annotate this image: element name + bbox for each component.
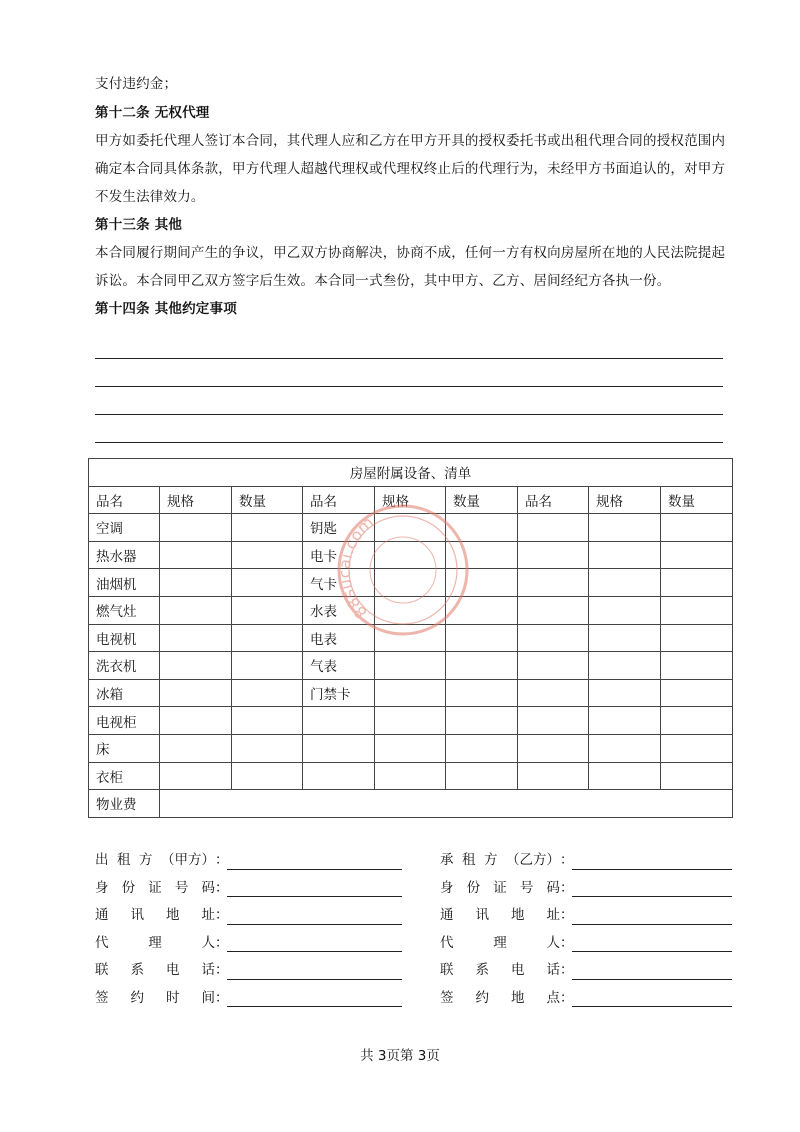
blank-cell[interactable]: [232, 541, 303, 569]
signature-colon: ：: [560, 852, 574, 868]
signature-row: [95, 875, 402, 903]
item-name-cell: 热水器: [89, 541, 160, 569]
item-name-cell: 电表: [303, 624, 375, 652]
blank-cell[interactable]: [375, 707, 446, 735]
table-row: [89, 762, 733, 790]
signature-row: [95, 930, 402, 958]
blank-cell[interactable]: [518, 734, 589, 762]
blank-cell[interactable]: [446, 707, 518, 735]
blank-cell[interactable]: [375, 679, 446, 707]
blank-cell[interactable]: [589, 762, 661, 790]
blank-cell[interactable]: [160, 569, 232, 597]
signature-label: 通 讯 地 址: [440, 907, 560, 923]
signature-colon: ：: [560, 907, 574, 923]
blank-cell[interactable]: [232, 596, 303, 624]
blank-cell[interactable]: [446, 569, 518, 597]
signature-label: 承 租 方 （乙方）: [440, 852, 560, 868]
table-row: [89, 734, 733, 762]
column-header: 数量: [661, 486, 733, 514]
blank-cell[interactable]: [661, 762, 733, 790]
blank-cell[interactable]: [160, 514, 232, 542]
signature-label: 签 约 地 点: [440, 989, 560, 1006]
signature-colon: ：: [215, 989, 229, 1006]
item-name-cell: 冰箱: [89, 679, 160, 707]
blank-cell[interactable]: [232, 734, 303, 762]
blank-cell[interactable]: [661, 652, 733, 680]
item-name-cell: 电视机: [89, 624, 160, 652]
signature-label: 身 份 证 号 码: [440, 879, 560, 896]
signature-colon: ：: [215, 962, 229, 978]
item-name-cell: 钥匙: [303, 514, 375, 542]
blank-cell[interactable]: [518, 679, 589, 707]
signature-row: [440, 875, 732, 903]
blank-cell[interactable]: [446, 624, 518, 652]
table-row-property-fee: [89, 790, 733, 818]
blank-cell[interactable]: [518, 652, 589, 680]
signature-fill-line[interactable]: [572, 877, 732, 897]
article-12-body: 甲方如委托代理人签订本合同，其代理人应和乙方在甲方开具的授权委托书或出租代理合同的授权范围内确定本合同具体条款，甲方代理人超越代理权或代理权终止后的代理行为，未经甲方书面追认的，对甲方不发生法律效力。: [95, 133, 726, 205]
table-title: 房屋附属设备、清单: [89, 459, 733, 487]
blank-cell[interactable]: [589, 596, 661, 624]
blank-cell[interactable]: [518, 596, 589, 624]
blank-cell[interactable]: [661, 569, 733, 597]
table-row: [89, 541, 733, 569]
signature-colon: ：: [215, 907, 229, 923]
blank-cell[interactable]: [589, 569, 661, 597]
signature-colon: ：: [560, 879, 574, 896]
item-name-cell: 空调: [89, 514, 160, 542]
blank-cell[interactable]: [160, 624, 232, 652]
blank-cell[interactable]: [160, 679, 232, 707]
signature-row: [440, 847, 732, 875]
signature-fill-line[interactable]: [227, 905, 402, 925]
item-name-cell: 气卡: [303, 569, 375, 597]
signature-row: [440, 985, 732, 1013]
article-13-body: 本合同履行期间产生的争议，甲乙双方协商解决，协商不成，任何一方有权向房屋所在地的人民法院提起诉讼。本合同甲乙双方签字后生效。本合同一式叁份，其中甲方、乙方、居间经纪方各执一份。: [95, 245, 726, 289]
page-number: 共 3页第 3页: [360, 1048, 440, 1064]
blank-cell[interactable]: [232, 762, 303, 790]
blank-cell[interactable]: [518, 541, 589, 569]
blank-cell[interactable]: [160, 596, 232, 624]
blank-cell[interactable]: [375, 734, 446, 762]
blank-cell[interactable]: [518, 707, 589, 735]
blank-cell[interactable]: [446, 596, 518, 624]
signature-label: 签 约 时 间: [95, 989, 215, 1006]
blank-cell[interactable]: [375, 596, 446, 624]
blank-cell[interactable]: [303, 707, 375, 735]
blank-cell[interactable]: [589, 624, 661, 652]
blank-cell[interactable]: [303, 734, 375, 762]
blank-cell[interactable]: [661, 541, 733, 569]
blank-cell[interactable]: [160, 541, 232, 569]
article-13-heading: 第十三条 其他: [95, 217, 183, 233]
item-name-cell: 衣柜: [89, 762, 160, 790]
signature-label: 联 系 电 话: [95, 962, 215, 978]
signature-fill-line[interactable]: [572, 905, 732, 925]
blank-cell[interactable]: [589, 679, 661, 707]
blank-cell[interactable]: [375, 541, 446, 569]
table-row: [89, 569, 733, 597]
blank-cell[interactable]: [446, 734, 518, 762]
blank-cell[interactable]: [661, 596, 733, 624]
blank-cell[interactable]: [518, 569, 589, 597]
signature-label: 代 理 人: [95, 934, 215, 951]
signature-fill-line[interactable]: [227, 987, 402, 1007]
blank-cell[interactable]: [375, 514, 446, 542]
blank-cell[interactable]: [446, 679, 518, 707]
item-name-cell: 燃气灶: [89, 596, 160, 624]
item-name-cell: 气表: [303, 652, 375, 680]
equipment-list-table: [88, 458, 733, 818]
blank-line[interactable]: [95, 331, 723, 359]
blank-cell[interactable]: [446, 652, 518, 680]
signature-colon: ：: [215, 934, 229, 951]
signature-colon: ：: [215, 852, 229, 868]
blank-cell[interactable]: [661, 734, 733, 762]
column-header: 数量: [446, 486, 518, 514]
column-header: 规格: [375, 486, 446, 514]
blank-cell[interactable]: [518, 514, 589, 542]
signature-colon: ：: [560, 962, 574, 978]
blank-cell[interactable]: [375, 624, 446, 652]
item-name-cell: 洗衣机: [89, 652, 160, 680]
signature-fill-line[interactable]: [227, 877, 402, 897]
table-row: [89, 514, 733, 542]
signature-fill-line[interactable]: [227, 850, 402, 870]
item-name-cell: 油烟机: [89, 569, 160, 597]
signature-label: 联 系 电 话: [440, 962, 560, 978]
column-header: 数量: [232, 486, 303, 514]
item-name-cell: 床: [89, 734, 160, 762]
signature-row: [95, 957, 402, 985]
column-header: 规格: [589, 486, 661, 514]
blank-cell[interactable]: [446, 762, 518, 790]
property-fee-value-cell[interactable]: [160, 790, 733, 818]
blank-cell[interactable]: [160, 734, 232, 762]
blank-cell[interactable]: [589, 541, 661, 569]
blank-cell[interactable]: [446, 514, 518, 542]
table-title-row: [89, 459, 733, 487]
lessor-signature-block: [95, 847, 402, 1012]
signature-label: 代 理 人: [440, 934, 560, 951]
signature-fill-line[interactable]: [227, 932, 402, 952]
column-header: 品名: [518, 486, 589, 514]
blank-cell[interactable]: [160, 652, 232, 680]
blank-cell[interactable]: [518, 762, 589, 790]
signature-fill-line[interactable]: [572, 960, 732, 980]
blank-cell[interactable]: [375, 652, 446, 680]
blank-cell[interactable]: [661, 514, 733, 542]
blank-cell[interactable]: [232, 514, 303, 542]
item-name-cell: 电视柜: [89, 707, 160, 735]
blank-line[interactable]: [95, 359, 723, 387]
table-row: [89, 679, 733, 707]
column-header: 规格: [160, 486, 232, 514]
blank-cell[interactable]: [160, 762, 232, 790]
blank-cell[interactable]: [589, 514, 661, 542]
table-row: [89, 652, 733, 680]
blank-cell[interactable]: [661, 707, 733, 735]
signature-row: [95, 985, 402, 1013]
property-fee-label: 物业费: [89, 790, 160, 818]
blank-cell[interactable]: [232, 707, 303, 735]
table-row: [89, 707, 733, 735]
signature-fill-line[interactable]: [572, 987, 732, 1007]
signature-colon: ：: [215, 879, 229, 896]
signature-label: 身 份 证 号 码: [95, 879, 215, 896]
table-row: [89, 624, 733, 652]
blank-cell[interactable]: [375, 569, 446, 597]
blank-cell[interactable]: [589, 734, 661, 762]
blank-cell[interactable]: [446, 541, 518, 569]
blank-cell[interactable]: [232, 652, 303, 680]
blank-cell[interactable]: [518, 624, 589, 652]
watermark-text: 88sucai.com: [334, 512, 378, 623]
paragraph-penalty-tail: 支付违约金；: [95, 76, 178, 92]
article-12-heading: 第十二条 无权代理: [95, 105, 210, 121]
blank-cell[interactable]: [303, 762, 375, 790]
blank-cell[interactable]: [232, 624, 303, 652]
signature-fill-line[interactable]: [227, 960, 402, 980]
signature-fill-line[interactable]: [572, 932, 732, 952]
table-row: [89, 596, 733, 624]
blank-cell[interactable]: [589, 652, 661, 680]
signature-row: [95, 847, 402, 875]
signature-colon: ：: [560, 934, 574, 951]
blank-cell[interactable]: [232, 569, 303, 597]
signature-label: 通 讯 地 址: [95, 907, 215, 923]
other-terms-blank-lines: [95, 331, 723, 443]
blank-line[interactable]: [95, 415, 723, 443]
item-name-cell: 水表: [303, 596, 375, 624]
signature-colon: ：: [560, 989, 574, 1006]
blank-cell[interactable]: [232, 679, 303, 707]
blank-line[interactable]: [95, 387, 723, 415]
blank-cell[interactable]: [661, 679, 733, 707]
blank-cell[interactable]: [375, 762, 446, 790]
blank-cell[interactable]: [661, 624, 733, 652]
blank-cell[interactable]: [589, 707, 661, 735]
signature-label: 出 租 方 （甲方）: [95, 852, 215, 868]
signature-row: [95, 902, 402, 930]
signature-row: [440, 930, 732, 958]
column-header: 品名: [89, 486, 160, 514]
column-header: 品名: [303, 486, 375, 514]
item-name-cell: 门禁卡: [303, 679, 375, 707]
blank-cell[interactable]: [160, 707, 232, 735]
signature-row: [440, 902, 732, 930]
article-14-heading: 第十四条 其他约定事项: [95, 301, 237, 317]
item-name-cell: 电卡: [303, 541, 375, 569]
lessee-signature-block: [440, 847, 732, 1012]
signature-row: [440, 957, 732, 985]
table-header-row: [89, 486, 733, 514]
signature-fill-line[interactable]: [572, 850, 732, 870]
